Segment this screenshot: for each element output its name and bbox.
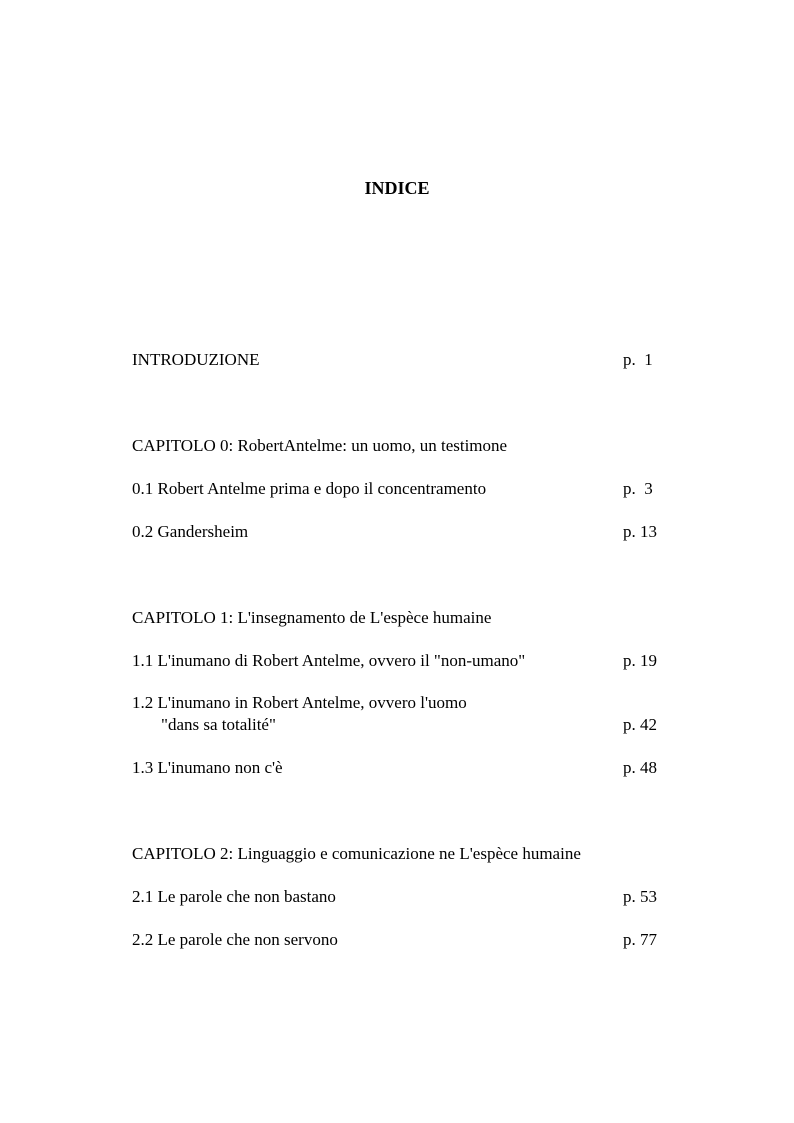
toc-introduction-label: INTRODUZIONE	[132, 350, 260, 369]
toc-entry-0-1-label: 0.1 Robert Antelme prima e dopo il concentramento	[132, 479, 487, 498]
toc-introduction-page: p. 1	[623, 350, 653, 369]
toc-entry-2-1-label: 2.1 Le parole che non bastano	[132, 887, 336, 906]
chapter-1-heading: CAPITOLO 1: L'insegnamento de L'espèce humaine	[132, 608, 492, 627]
toc-entry-2-2-page: p. 77	[623, 930, 657, 949]
toc-entry-0-1-page: p. 3	[623, 479, 653, 498]
toc-entry-1-3-label: 1.3 L'inumano non c'è	[132, 758, 283, 777]
toc-entry-0-2-label: 0.2 Gandersheim	[132, 522, 249, 541]
toc-entry-1-1-page: p. 19	[623, 651, 657, 670]
toc-entry-1-2-label-continuation: "dans sa totalité"	[161, 715, 276, 734]
chapter-2-heading: CAPITOLO 2: Linguaggio e comunicazione ne L'espèce humaine	[132, 844, 581, 863]
toc-entry-1-2-label: 1.2 L'inumano in Robert Antelme, ovvero l'uomo	[132, 693, 467, 712]
chapter-0-heading: CAPITOLO 0: RobertAntelme: un uomo, un testimone	[132, 436, 508, 455]
toc-entry-2-1-page: p. 53	[623, 887, 657, 906]
page-title: INDICE	[364, 178, 430, 198]
toc-entry-1-3-page: p. 48	[623, 758, 657, 777]
toc-entry-0-2-page: p. 13	[623, 522, 657, 541]
toc-entry-1-1-label: 1.1 L'inumano di Robert Antelme, ovvero il "non-umano"	[132, 651, 526, 670]
toc-entry-1-2-page: p. 42	[623, 715, 657, 734]
toc-entry-2-2-label: 2.2 Le parole che non servono	[132, 930, 338, 949]
